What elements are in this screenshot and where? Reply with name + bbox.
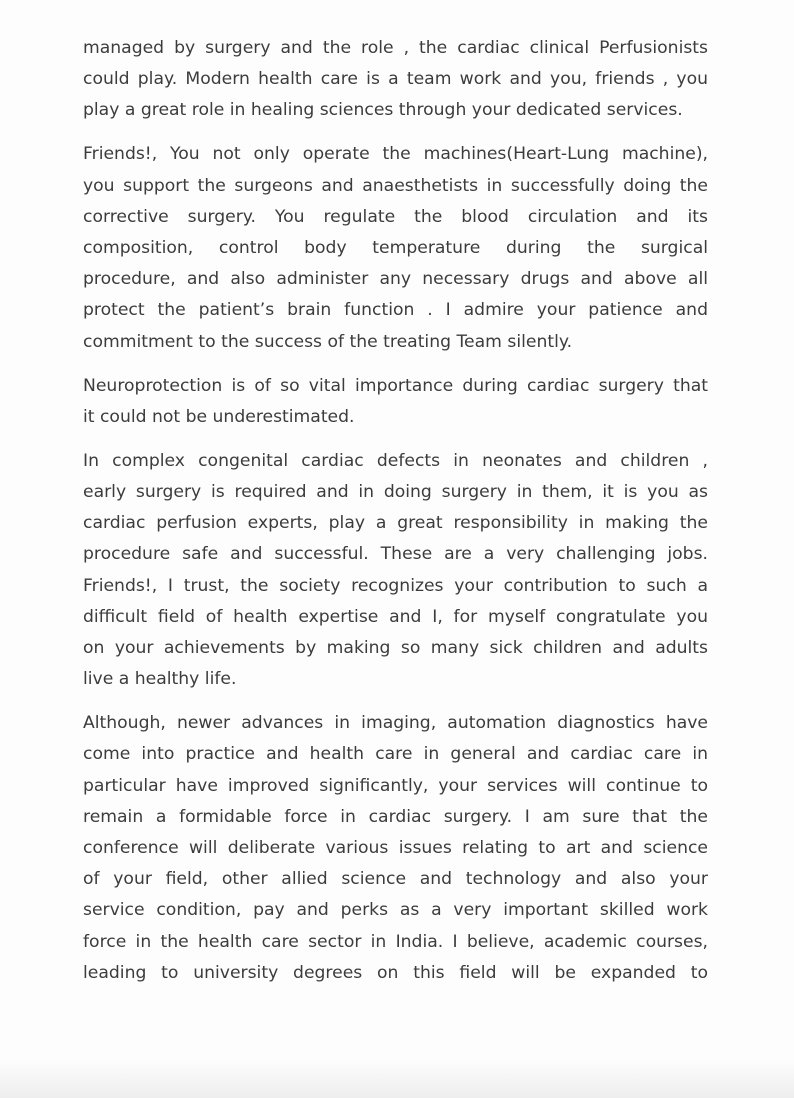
text-line: conference will deliberate various issues relating to art and science — [83, 838, 708, 859]
text-line: protect the patient’s brain function . I admire your patience and — [83, 300, 708, 321]
text-line: could play. Modern health care is a team work and you, friends , you — [83, 69, 708, 90]
text-line: difficult field of health expertise and I, for myself congratulate you — [83, 606, 708, 627]
text-line: force in the health care sector in India. I believe, academic courses, — [83, 931, 708, 952]
text-line: In complex congenital cardiac defects in neonates and children , — [83, 450, 708, 471]
text-line: live a healthy life. — [83, 669, 237, 690]
text-line: Friends!, You not only operate the machines(Heart-Lung machine), — [83, 144, 708, 165]
text-line: cardiac perfusion experts, play a great responsibility in making the — [83, 513, 708, 534]
text-line: play a great role in healing sciences through your dedicated services. — [83, 100, 683, 121]
paragraph-2 — [83, 139, 708, 357]
text-line: come into practice and health care in general and cardiac care in — [83, 744, 708, 765]
text-line: Although, newer advances in imaging, automation diagnostics have — [83, 713, 708, 734]
scan-edge-shadow — [0, 1058, 794, 1098]
letter-body — [83, 33, 708, 1002]
paragraph-5 — [83, 708, 708, 989]
paragraph-1 — [83, 33, 708, 127]
text-line: commitment to the success of the treating Team silently. — [83, 331, 573, 352]
text-line: particular have improved significantly, your services will continue to — [83, 775, 708, 796]
text-line: leading to university degrees on this field will be expanded to — [83, 962, 708, 983]
text-line: Friends!, I trust, the society recognizes your contribution to such a — [83, 575, 708, 596]
text-line: procedure safe and successful. These are a very challenging jobs. — [83, 544, 708, 565]
text-line: Neuroprotection is of so vital importance during cardiac surgery that — [83, 375, 708, 396]
paragraph-4 — [83, 446, 708, 696]
text-line: managed by surgery and the role , the cardiac clinical Perfusionists — [83, 38, 708, 58]
text-line: corrective surgery. You regulate the blood circulation and its — [83, 206, 708, 227]
text-line: you support the surgeons and anaesthetists in successfully doing the — [83, 175, 708, 196]
text-line: on your achievements by making so many sick children and adults — [83, 638, 708, 659]
text-line: of your field, other allied science and technology and also your — [83, 869, 708, 890]
text-line: composition, control body temperature during the surgical — [83, 238, 708, 259]
text-line: it could not be underestimated. — [83, 406, 355, 427]
text-line: procedure, and also administer any necessary drugs and above all — [83, 269, 708, 290]
text-line: remain a formidable force in cardiac surgery. I am sure that the — [83, 806, 708, 827]
text-line: early surgery is required and in doing surgery in them, it is you as — [83, 482, 708, 503]
text-line: service condition, pay and perks as a very important skilled work — [83, 900, 708, 921]
paragraph-3 — [83, 371, 708, 433]
